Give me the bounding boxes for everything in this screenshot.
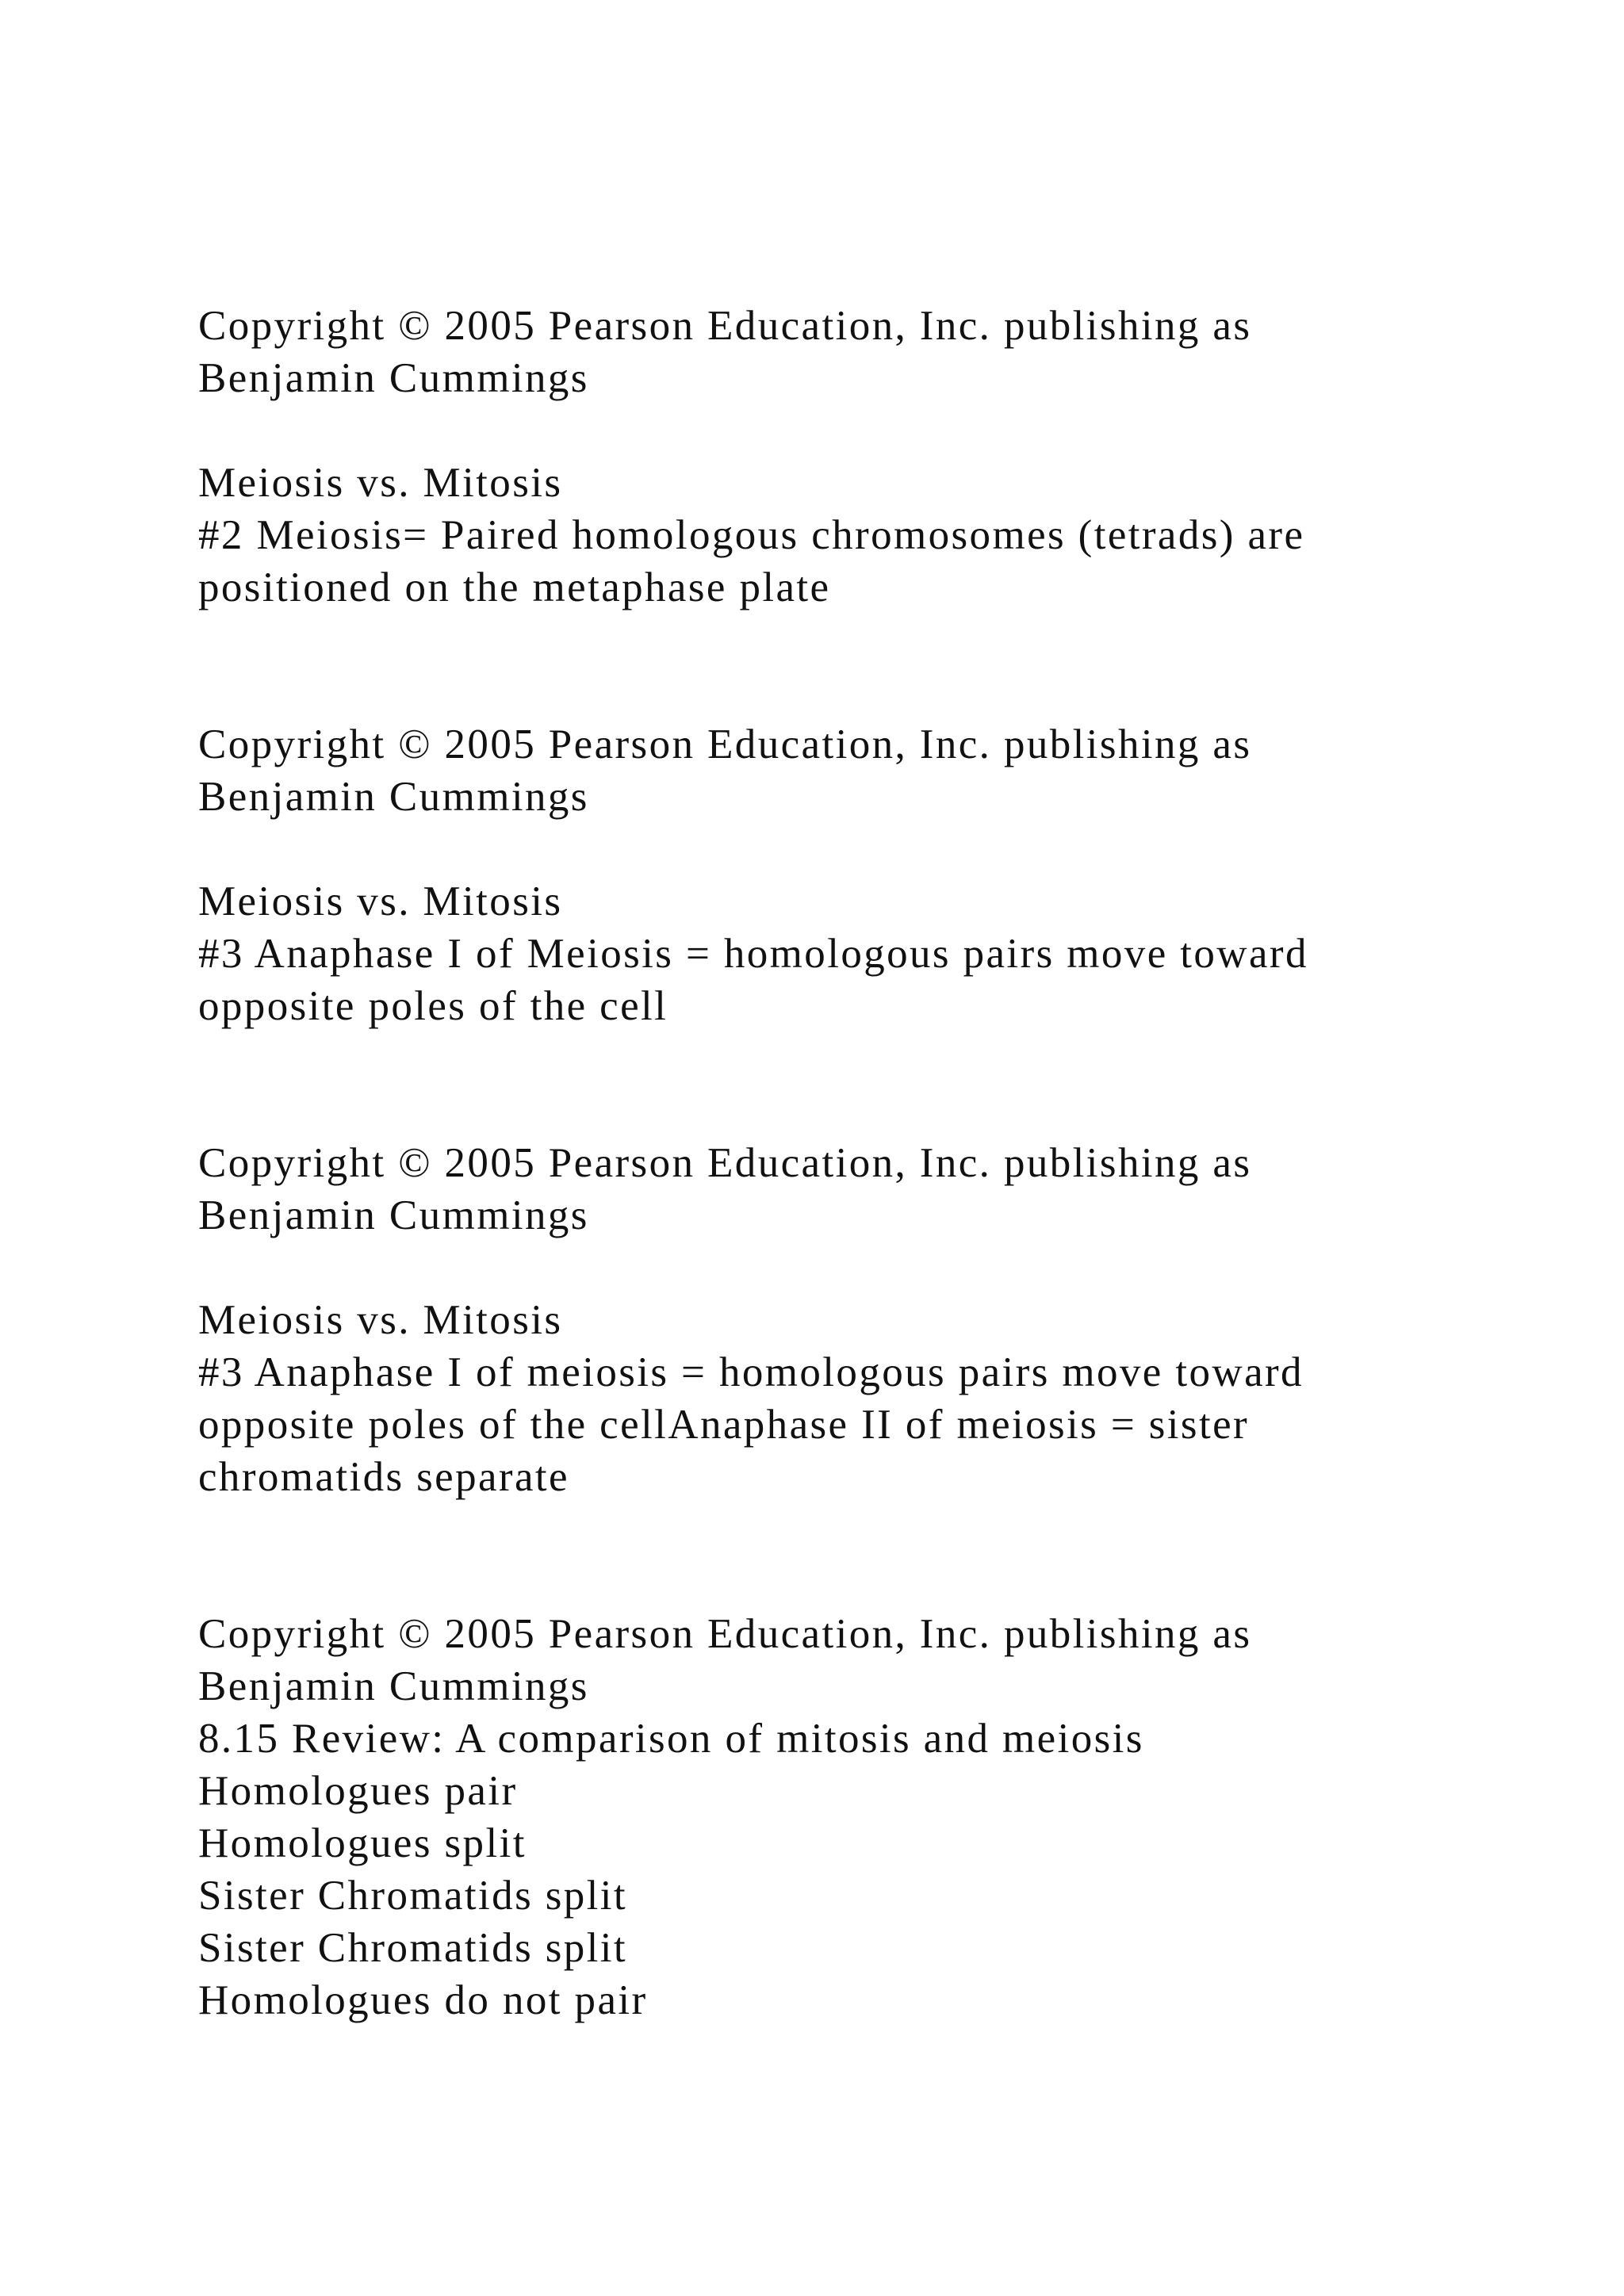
list-item: Sister Chromatids split (198, 1873, 628, 1919)
copyright-line: Copyright © 2005 Pearson Education, Inc. publishing as (198, 303, 1252, 349)
body-line: #2 Meiosis= Paired homologous chromosomes (tetrads) are (198, 512, 1305, 558)
body-line: opposite poles of the cell (198, 983, 668, 1029)
section-heading: 8.15 Review: A comparison of mitosis and meiosis (198, 1716, 1144, 1762)
body-line: chromatids separate (198, 1454, 569, 1500)
copyright-line: Copyright © 2005 Pearson Education, Inc. publishing as (198, 1611, 1252, 1657)
copyright-line: Benjamin Cummings (198, 355, 589, 401)
document-text (198, 300, 1562, 2026)
copyright-line: Benjamin Cummings (198, 774, 589, 820)
section-heading: Meiosis vs. Mitosis (198, 460, 563, 506)
body-line: #3 Anaphase I of Meiosis = homologous pairs move toward (198, 931, 1308, 977)
copyright-line: Copyright © 2005 Pearson Education, Inc. publishing as (198, 721, 1252, 767)
copyright-line: Benjamin Cummings (198, 1192, 589, 1238)
section-heading: Meiosis vs. Mitosis (198, 878, 563, 924)
list-item: Homologues do not pair (198, 1977, 648, 2023)
section-heading: Meiosis vs. Mitosis (198, 1297, 563, 1343)
copyright-line: Copyright © 2005 Pearson Education, Inc. publishing as (198, 1140, 1252, 1186)
copyright-line: Benjamin Cummings (198, 1663, 589, 1709)
body-line: opposite poles of the cellAnaphase II of meiosis = sister (198, 1402, 1250, 1448)
body-line: positioned on the metaphase plate (198, 564, 831, 610)
body-line: #3 Anaphase I of meiosis = homologous pairs move toward (198, 1349, 1304, 1395)
list-item: Homologues split (198, 1820, 527, 1866)
list-item: Sister Chromatids split (198, 1925, 628, 1971)
list-item: Homologues pair (198, 1768, 518, 1814)
